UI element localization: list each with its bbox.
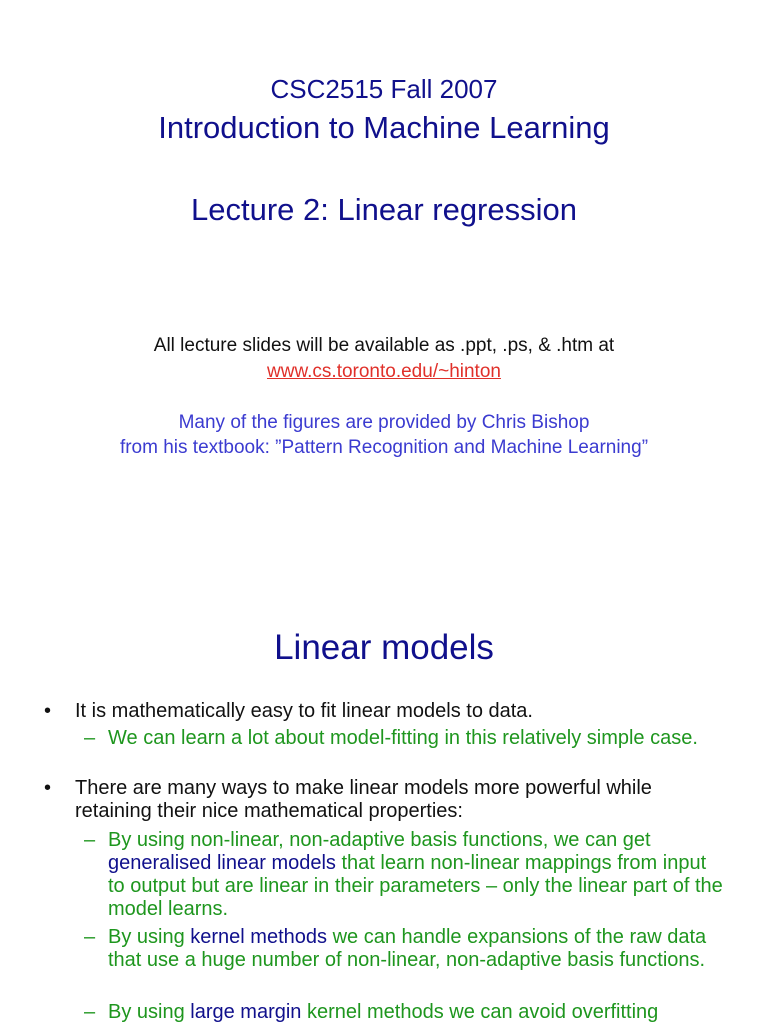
sub-1-pre: By using non-linear, non-adaptive basis functions, we can get	[108, 829, 651, 851]
bullet-1-sub-1: We can learn a lot about model-fitting in this relatively simple case.	[108, 727, 698, 749]
slides-link[interactable]: www.cs.toronto.edu/~hinton	[267, 361, 501, 382]
kernel-methods-term: kernel methods	[190, 926, 328, 948]
lecture-title: Lecture 2: Linear regression	[190, 192, 577, 227]
credit-line-1: Many of the figures are provided by Chris Bishop	[178, 412, 590, 433]
sub-1-post: that learn non-linear mappings from input to output but are linear in their parameters – only the linear part of the model learns.	[108, 852, 723, 920]
large-margin-term: large margin	[190, 1001, 302, 1023]
dash-marker: –	[84, 1001, 96, 1023]
generalised-linear-models-term: generalised linear models	[108, 852, 336, 874]
bullet-marker: •	[44, 777, 52, 799]
dash-marker: –	[84, 829, 96, 851]
bullet-2-sub-1	[108, 829, 723, 921]
bullet-2-sub-3	[108, 1001, 748, 1024]
sub-3-pre: By using	[108, 1001, 191, 1023]
linear-models-slide	[0, 560, 768, 1024]
course-code: CSC2515 Fall 2007	[270, 74, 498, 104]
sub-2-post: we can handle expansions of the raw data that use a huge number of non-linear, non-adaptive basis functions.	[108, 926, 707, 971]
sub-3-post: kernel methods we can avoid overfitting	[301, 1001, 659, 1023]
sub-2-pre: By using	[108, 926, 191, 948]
bullet-marker: •	[44, 700, 52, 722]
availability-text: All lecture slides will be available as .ppt, .ps, & .htm at	[153, 335, 615, 356]
slides-link-wrapper	[0, 361, 768, 383]
dash-marker: –	[84, 926, 96, 948]
bullet-2-text: There are many ways to make linear models more powerful while retaining their nice mathematical properties:	[75, 777, 652, 822]
bullet-2-sub-2	[108, 926, 713, 972]
credit-line-2: from his textbook: ”Pattern Recognition and Machine Learning”	[119, 437, 649, 458]
course-title: Introduction to Machine Learning	[158, 110, 610, 145]
bullet-1-text: It is mathematically easy to fit linear models to data.	[75, 700, 533, 722]
dash-marker: –	[84, 727, 96, 749]
slide-title: Linear models	[274, 628, 494, 667]
